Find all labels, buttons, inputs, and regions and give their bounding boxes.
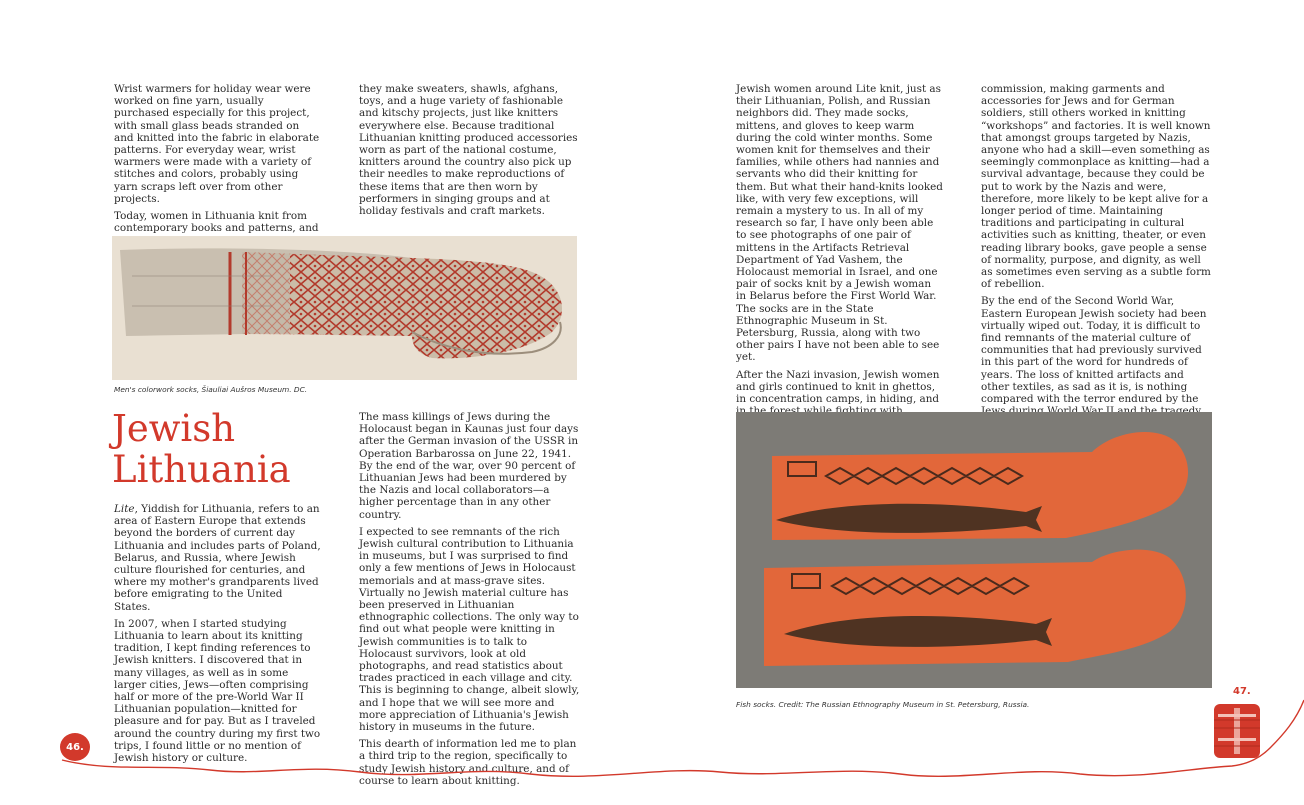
paragraph: Jewish women around Lite knit, just as their Lithuanian, Polish, and Russian neighbors did. They made socks, mittens, and gloves to keep warm during the cold winter months. Some women knit for themselves and their families, while others had nannies and servants who did their knitting for them. But what their hand-knits looked like, with very few exceptions, will remain a mystery to us. In all of my research so far, I have only been able to see photographs of one pair of mittens in the Artifacts Retrieval Department of Yad Vashem, the Holocaust memorial in Israel, and one pair of socks knit by a Jewish woman in Belarus before the First World War. The socks are in the State Ethnographic Museum in St. Petersburg, Russia, along with two other pairs I have not been able to see yet. xyxy=(736,83,943,364)
paragraph: I expected to see remnants of the rich Jewish cultural contribution to Lithuania in museums, but I was surprised to find only a few mentions of Jews in Holocaust memorials and at mass-grave sites. Virtually no Jewish material culture has been preserved in Lithuanian ethnographic collections. The only way to find out what people were knitting in Jewish communities is to talk to Holocaust survivors, look at old photographs, and read statistics about trades practiced in each village and city. This is beginning to change, albeit slowly, and I hope that we will see more and more appreciation of Lithuania's Jewish history in museums in the future. xyxy=(359,525,580,734)
paragraph: By the end of the Second World War, Eastern European Jewish society had been virtually wiped out. Today, it is difficult to find remnants of the material culture of communities that had previously survived in this part of the word for hundreds of years. The loss of knitted artifacts and other textiles, as sad as it is, is nothing compared with the terror endured by the xyxy=(981,295,1207,406)
paragraph: After the Nazi invasion, Jewish women and girls continued to knit in ghettos, in concentration camps, in hiding, and xyxy=(736,368,940,406)
lite-rest: , Yiddish for Lithuania, refers to an area of Eastern Europe that extends beyond the borders of current day Lithuania and includes parts of Poland, Belarus, and Russia, where Jewish culture flourished for centuries, and where my mother's grandparents lived before emigrating to the United States. xyxy=(114,503,321,613)
page-number-right: 47. xyxy=(1233,686,1251,697)
paragraph: they make sweaters, shawls, afghans, toys, and a huge variety of fashionable and kitschy projects, just like knitters everywhere else. Because traditional Lithuanian knitting produced accessories worn as part of the national costume, knitters around the country also pick up their needles to make reproductions of these items that are then worn by performers in singing groups and at holiday festivals and craft markets. xyxy=(359,83,578,218)
paragraph: Wrist warmers for holiday wear were worked on fine yarn, usually purchased especially for this project, with small glass beads stranded on and knitted into the fabric in elaborate patterns. For everyday wear, wrist warmers were made with a variety of stitches and colors, probably using yarn scraps left over from other projects. xyxy=(114,83,320,205)
headline-line2: Lithuania xyxy=(112,448,291,491)
paragraph: The mass killings of Jews during the Holocaust began in Kaunas just four days after the German invasion of the USSR in Operation Barbarossa on June 22, 1941. By the end of the war, over 90 percent of Lithuanian Jews had been murdered by the Nazis and local collaborators—a higher percentage than in any other country. xyxy=(359,411,579,521)
fish-caption: Fish socks. Credit: The Russian Ethnography Museum in St. Petersburg, Russia. xyxy=(736,700,1030,709)
headline-line1: Jewish xyxy=(112,407,236,450)
paragraph: In 2007, when I started studying Lithuania to learn about its knitting tradition, I kept finding references to Jewish knitters. I discovered that in many villages, as well as in some larger cities, Jews—often comprising half or more of the pre-World War II Lithuanian population—knitted for pleasure and for pay. But as I traveled around the country during my first two trips, I found little or no mention of Jewish history or culture. xyxy=(114,617,321,765)
paragraph: commission, making garments and accessories for Jews and for German soldiers, still others worked in knitting “workshops” and factories. It is well known that amongst groups targeted by Nazis, anyone who had a skill—even something as seemingly commonplace as knitting—had a survival advantage, because they could be put to work by the Nazis and were, therefore, more likely to be kept alive for a longer period of time. Maintaining traditions and participating in cultural activities such as knitting, theater, or even reading library books, gave people a sense of normality, purpose, and dignity, as well as sometimes even serving as a subtle form of rebellion. xyxy=(981,83,1211,291)
paragraph: Today, women in Lithuania knit from contemporary books and patterns, and xyxy=(114,210,319,235)
lite-italic: Lite xyxy=(114,503,135,515)
paragraph: This dearth of information led me to plan a third trip to the region, specifically to study Jewish history and culture, and of course to learn about knitting. xyxy=(359,738,577,787)
page-number-left: 46. xyxy=(60,733,90,761)
sock-caption: Men's colorwork socks, Šiauliai Aušros Museum. DC. xyxy=(114,385,308,394)
knitted-swatch-icon xyxy=(1214,704,1260,758)
